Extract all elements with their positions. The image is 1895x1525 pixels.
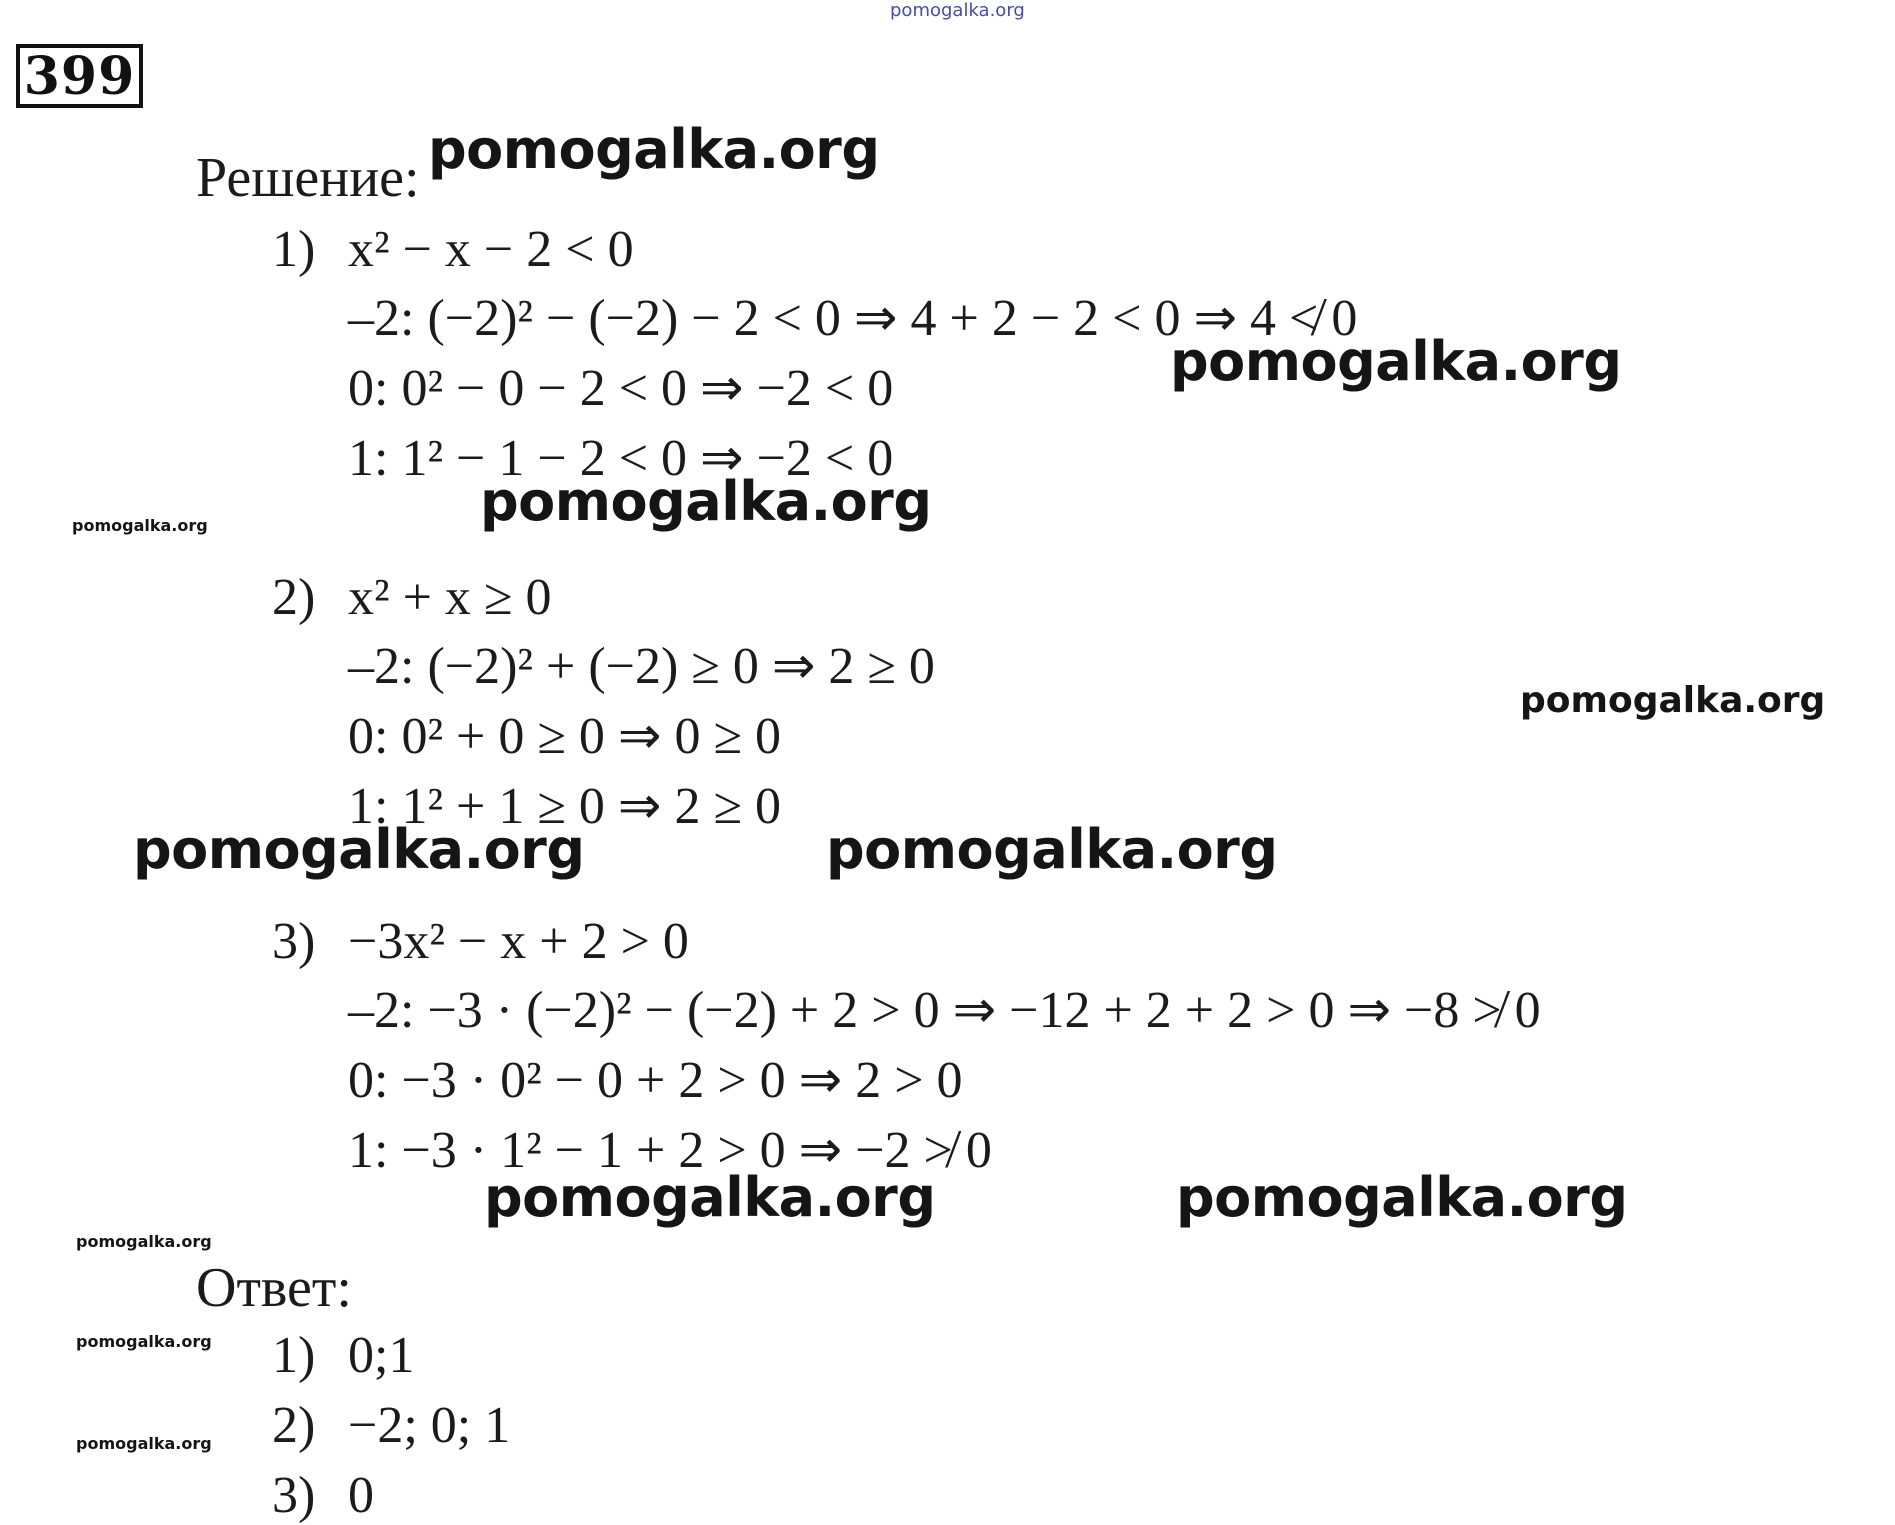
- part1-check-1: 1: 1² − 1 − 2 < 0 ⇒ −2 < 0: [348, 430, 894, 487]
- watermark: pomogalka.org: [76, 1434, 212, 1453]
- answer3-value: 0: [348, 1467, 374, 1524]
- answer3-number: 3): [272, 1467, 316, 1524]
- answer2-value: −2; 0; 1: [348, 1397, 511, 1454]
- part2-number: 2): [272, 569, 316, 626]
- watermark: pomogalka.org: [1520, 680, 1826, 721]
- part2-check-1: 1: 1² + 1 ≥ 0 ⇒ 2 ≥ 0: [348, 778, 782, 835]
- watermark: pomogalka.org: [76, 1232, 212, 1251]
- part3-inequality: −3x² − x + 2 > 0: [348, 913, 689, 970]
- part2-inequality: x² + x ≥ 0: [348, 569, 552, 626]
- watermark: pomogalka.org: [1176, 1166, 1628, 1229]
- part3-check-minus2: –2: −3 · (−2)² − (−2) + 2 > 0 ⇒ −12 + 2 + 2 > 0 ⇒ −8 ≯ 0: [348, 982, 1541, 1039]
- watermark: pomogalka.org: [72, 516, 208, 535]
- problem-number: 399: [16, 44, 143, 108]
- answer1-number: 1): [272, 1327, 316, 1384]
- part3-check-1: 1: −3 · 1² − 1 + 2 > 0 ⇒ −2 ≯ 0: [348, 1122, 992, 1179]
- watermark: pomogalka.org: [76, 1332, 212, 1351]
- part2-check-0: 0: 0² + 0 ≥ 0 ⇒ 0 ≥ 0: [348, 708, 782, 765]
- watermark: pomogalka.org: [826, 818, 1278, 881]
- part3-number: 3): [272, 913, 316, 970]
- part3-check-0: 0: −3 · 0² − 0 + 2 > 0 ⇒ 2 > 0: [348, 1052, 963, 1109]
- watermark: pomogalka.org: [480, 470, 932, 533]
- watermark: pomogalka.org: [484, 1166, 936, 1229]
- part1-check-minus2: –2: (−2)² − (−2) − 2 < 0 ⇒ 4 + 2 − 2 < 0 ⇒ 4 ≮ 0: [348, 290, 1358, 347]
- part1-inequality: x² − x − 2 < 0: [348, 221, 634, 278]
- part1-number: 1): [272, 221, 316, 278]
- part2-check-minus2: –2: (−2)² + (−2) ≥ 0 ⇒ 2 ≥ 0: [348, 638, 935, 695]
- watermark: pomogalka.org: [133, 818, 585, 881]
- part1-check-0: 0: 0² − 0 − 2 < 0 ⇒ −2 < 0: [348, 360, 894, 417]
- watermark: pomogalka.org: [428, 118, 880, 181]
- solution-heading: Решение:: [196, 147, 420, 209]
- answer2-number: 2): [272, 1397, 316, 1454]
- answer-heading: Ответ:: [196, 1257, 352, 1319]
- watermark: pomogalka.org: [1170, 330, 1622, 393]
- top-site-link[interactable]: pomogalka.org: [890, 0, 1025, 21]
- answer1-value: 0;1: [348, 1327, 415, 1384]
